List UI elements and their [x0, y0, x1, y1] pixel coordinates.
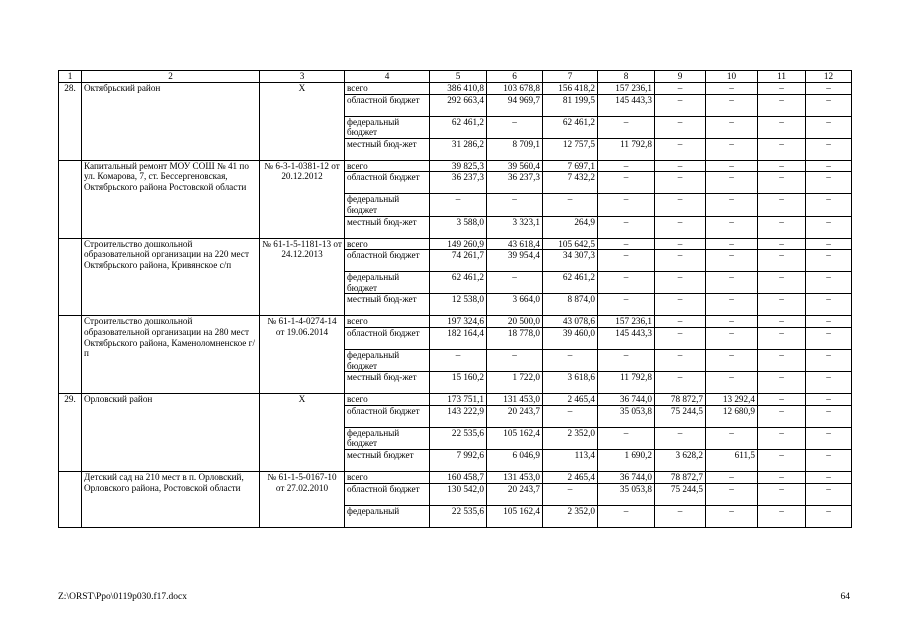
funding-source-cell: областной бюджет: [345, 94, 430, 116]
value-cell: –: [706, 250, 758, 272]
value-cell: –: [806, 427, 852, 449]
value-cell: –: [706, 427, 758, 449]
object-name-cell: Капитальный ремонт МОУ СОШ № 41 по ул. Комарова, 7, ст. Бессергеновская, Октябрьского района Ростовской области: [82, 160, 260, 238]
row-number-cell: [59, 316, 82, 394]
value-cell: –: [758, 160, 806, 172]
header-cell: 9: [655, 71, 706, 83]
value-cell: –: [758, 116, 806, 138]
value-cell: 36 744,0: [598, 394, 655, 406]
value-cell: 7 432,2: [543, 172, 598, 194]
value-cell: 12 757,5: [543, 138, 598, 160]
value-cell: 105 642,5: [543, 238, 598, 250]
funding-source-cell: федеральный бюджет: [345, 427, 430, 449]
value-cell: –: [655, 83, 706, 95]
footer-file-path: Z:\ORST\Ppo\0119p030.f17.docx: [58, 592, 187, 602]
value-cell: –: [706, 172, 758, 194]
value-cell: 62 461,2: [430, 116, 487, 138]
value-cell: 8 709,1: [487, 138, 543, 160]
value-cell: 1 722,0: [487, 372, 543, 394]
value-cell: 12 680,9: [706, 405, 758, 427]
value-cell: –: [758, 194, 806, 216]
value-cell: 145 443,3: [598, 94, 655, 116]
value-cell: 7 697,1: [543, 160, 598, 172]
value-cell: 103 678,8: [487, 83, 543, 95]
value-cell: –: [758, 272, 806, 294]
row-number-cell: [59, 238, 82, 316]
object-name-cell: Строительство дошкольной образовательной организации на 220 мест Октябрьского района, Кривянское с/п: [82, 238, 260, 316]
funding-source-cell: областной бюджет: [345, 250, 430, 272]
value-cell: 43 078,6: [543, 316, 598, 328]
value-cell: –: [598, 238, 655, 250]
value-cell: 149 260,9: [430, 238, 487, 250]
value-cell: –: [806, 272, 852, 294]
value-cell: –: [806, 372, 852, 394]
funding-source-cell: местный бюджет: [345, 449, 430, 471]
value-cell: –: [598, 194, 655, 216]
value-cell: –: [758, 216, 806, 238]
object-name-cell: Строительство дошкольной образовательной организации на 280 мест Октябрьского района, Каменоломненское г/п: [82, 316, 260, 394]
funding-source-cell: местный бюд-жет: [345, 294, 430, 316]
value-cell: 6 046,9: [487, 449, 543, 471]
funding-source-cell: областной бюджет: [345, 327, 430, 349]
funding-source-cell: всего: [345, 471, 430, 483]
value-cell: –: [758, 483, 806, 505]
value-cell: 20 500,0: [487, 316, 543, 328]
value-cell: 7 992,6: [430, 449, 487, 471]
budget-table: [58, 70, 852, 528]
funding-source-cell: всего: [345, 83, 430, 95]
value-cell: 35 053,8: [598, 405, 655, 427]
value-cell: 39 560,4: [487, 160, 543, 172]
value-cell: –: [655, 116, 706, 138]
value-cell: 36 744,0: [598, 471, 655, 483]
object-name-cell: Октябрьский район: [82, 83, 260, 161]
value-cell: –: [598, 427, 655, 449]
value-cell: –: [598, 250, 655, 272]
value-cell: 156 418,2: [543, 83, 598, 95]
value-cell: 39 954,4: [487, 250, 543, 272]
value-cell: 18 778,0: [487, 327, 543, 349]
value-cell: –: [706, 160, 758, 172]
value-cell: –: [758, 349, 806, 371]
value-cell: –: [655, 294, 706, 316]
value-cell: 13 292,4: [706, 394, 758, 406]
value-cell: 43 618,4: [487, 238, 543, 250]
value-cell: –: [706, 327, 758, 349]
value-cell: –: [806, 138, 852, 160]
value-cell: –: [655, 138, 706, 160]
value-cell: –: [806, 194, 852, 216]
value-cell: –: [758, 316, 806, 328]
value-cell: –: [706, 138, 758, 160]
table-row: [59, 160, 852, 172]
value-cell: –: [806, 505, 852, 527]
value-cell: 3 664,0: [487, 294, 543, 316]
value-cell: –: [706, 316, 758, 328]
document-code-cell: X: [260, 394, 345, 472]
value-cell: 157 236,1: [598, 316, 655, 328]
value-cell: –: [806, 94, 852, 116]
object-name-cell: Детский сад на 210 мест в п. Орловский, Орловского района, Ростовской области: [82, 471, 260, 527]
value-cell: –: [758, 250, 806, 272]
value-cell: –: [655, 194, 706, 216]
value-cell: –: [806, 116, 852, 138]
value-cell: –: [655, 349, 706, 371]
value-cell: –: [706, 349, 758, 371]
value-cell: –: [706, 372, 758, 394]
document-code-cell: № 6-3-1-0381-12 от 20.12.2012: [260, 160, 345, 238]
value-cell: 143 222,9: [430, 405, 487, 427]
funding-source-cell: всего: [345, 316, 430, 328]
funding-source-cell: федеральный: [345, 505, 430, 527]
funding-source-cell: областной бюджет: [345, 483, 430, 505]
value-cell: 94 969,7: [487, 94, 543, 116]
value-cell: 75 244,5: [655, 483, 706, 505]
value-cell: –: [487, 116, 543, 138]
header-row: [59, 71, 852, 83]
value-cell: –: [487, 349, 543, 371]
header-cell: 2: [82, 71, 260, 83]
value-cell: –: [758, 294, 806, 316]
header-cell: 6: [487, 71, 543, 83]
header-cell: 4: [345, 71, 430, 83]
value-cell: –: [758, 372, 806, 394]
value-cell: 11 792,8: [598, 138, 655, 160]
value-cell: –: [758, 405, 806, 427]
value-cell: 31 286,2: [430, 138, 487, 160]
value-cell: –: [758, 94, 806, 116]
value-cell: 160 458,7: [430, 471, 487, 483]
value-cell: –: [655, 250, 706, 272]
value-cell: –: [655, 216, 706, 238]
value-cell: –: [430, 349, 487, 371]
value-cell: –: [758, 138, 806, 160]
funding-source-cell: местный бюд-жет: [345, 138, 430, 160]
value-cell: 36 237,3: [430, 172, 487, 194]
value-cell: 197 324,6: [430, 316, 487, 328]
value-cell: –: [655, 327, 706, 349]
value-cell: –: [806, 250, 852, 272]
value-cell: –: [543, 405, 598, 427]
funding-source-cell: всего: [345, 238, 430, 250]
value-cell: –: [758, 327, 806, 349]
value-cell: 36 237,3: [487, 172, 543, 194]
value-cell: –: [706, 216, 758, 238]
value-cell: 62 461,2: [543, 272, 598, 294]
header-cell: 5: [430, 71, 487, 83]
value-cell: –: [706, 94, 758, 116]
value-cell: –: [598, 272, 655, 294]
value-cell: 15 160,2: [430, 372, 487, 394]
value-cell: 3 618,6: [543, 372, 598, 394]
value-cell: –: [655, 427, 706, 449]
row-number-cell: [59, 471, 82, 527]
funding-source-cell: областной бюджет: [345, 172, 430, 194]
value-cell: –: [806, 172, 852, 194]
value-cell: –: [806, 471, 852, 483]
value-cell: –: [806, 216, 852, 238]
value-cell: –: [758, 83, 806, 95]
value-cell: 105 162,4: [487, 505, 543, 527]
funding-source-cell: федеральный бюджет: [345, 194, 430, 216]
value-cell: –: [543, 194, 598, 216]
document-code-cell: № 61-1-5-1181-13 от 24.12.2013: [260, 238, 345, 316]
value-cell: 1 690,2: [598, 449, 655, 471]
table-row: [59, 316, 852, 328]
document-code-cell: № 61-1-5-0167-10 от 27.02.2010: [260, 471, 345, 527]
value-cell: –: [706, 194, 758, 216]
value-cell: –: [706, 83, 758, 95]
value-cell: 75 244,5: [655, 405, 706, 427]
value-cell: –: [806, 316, 852, 328]
funding-source-cell: всего: [345, 160, 430, 172]
value-cell: 8 874,0: [543, 294, 598, 316]
value-cell: –: [655, 238, 706, 250]
value-cell: –: [806, 449, 852, 471]
table-row: [59, 471, 852, 483]
value-cell: 2 465,4: [543, 471, 598, 483]
value-cell: 131 453,0: [487, 471, 543, 483]
value-cell: 145 443,3: [598, 327, 655, 349]
value-cell: –: [806, 483, 852, 505]
value-cell: –: [543, 349, 598, 371]
funding-source-cell: областной бюджет: [345, 405, 430, 427]
header-cell: 7: [543, 71, 598, 83]
funding-source-cell: федеральный бюджет: [345, 116, 430, 138]
value-cell: 173 751,1: [430, 394, 487, 406]
value-cell: –: [806, 160, 852, 172]
value-cell: –: [706, 294, 758, 316]
value-cell: –: [598, 294, 655, 316]
value-cell: –: [598, 160, 655, 172]
value-cell: –: [598, 505, 655, 527]
value-cell: –: [598, 172, 655, 194]
value-cell: –: [706, 238, 758, 250]
table-body: [59, 71, 852, 528]
value-cell: 74 261,7: [430, 250, 487, 272]
value-cell: 78 872,7: [655, 471, 706, 483]
row-number-cell: [59, 160, 82, 238]
value-cell: 611,5: [706, 449, 758, 471]
value-cell: –: [758, 449, 806, 471]
value-cell: 35 053,8: [598, 483, 655, 505]
value-cell: 34 307,3: [543, 250, 598, 272]
value-cell: 3 628,2: [655, 449, 706, 471]
value-cell: 2 352,0: [543, 505, 598, 527]
funding-source-cell: всего: [345, 394, 430, 406]
value-cell: 20 243,7: [487, 483, 543, 505]
value-cell: 20 243,7: [487, 405, 543, 427]
value-cell: 22 535,6: [430, 505, 487, 527]
value-cell: –: [655, 172, 706, 194]
object-name-cell: Орловский район: [82, 394, 260, 472]
value-cell: –: [706, 272, 758, 294]
value-cell: –: [655, 372, 706, 394]
value-cell: 11 792,8: [598, 372, 655, 394]
funding-source-cell: федеральный бюджет: [345, 272, 430, 294]
footer-page-number: 64: [840, 592, 850, 602]
value-cell: 2 465,4: [543, 394, 598, 406]
row-number-cell: 28.: [59, 83, 82, 161]
value-cell: –: [598, 349, 655, 371]
funding-source-cell: местный бюд-жет: [345, 372, 430, 394]
value-cell: –: [758, 172, 806, 194]
header-cell: 10: [706, 71, 758, 83]
header-cell: 3: [260, 71, 345, 83]
value-cell: 81 199,5: [543, 94, 598, 116]
header-cell: 8: [598, 71, 655, 83]
value-cell: 157 236,1: [598, 83, 655, 95]
header-cell: 11: [758, 71, 806, 83]
value-cell: –: [655, 160, 706, 172]
value-cell: 12 538,0: [430, 294, 487, 316]
value-cell: –: [806, 294, 852, 316]
value-cell: 39 460,0: [543, 327, 598, 349]
table-row: [59, 394, 852, 406]
value-cell: –: [758, 238, 806, 250]
value-cell: 62 461,2: [430, 272, 487, 294]
value-cell: –: [706, 483, 758, 505]
value-cell: –: [806, 238, 852, 250]
value-cell: –: [758, 471, 806, 483]
value-cell: –: [706, 471, 758, 483]
value-cell: –: [806, 394, 852, 406]
header-cell: 12: [806, 71, 852, 83]
row-number-cell: 29.: [59, 394, 82, 472]
value-cell: –: [430, 194, 487, 216]
value-cell: 62 461,2: [543, 116, 598, 138]
value-cell: –: [543, 483, 598, 505]
value-cell: –: [598, 116, 655, 138]
value-cell: –: [655, 272, 706, 294]
value-cell: –: [655, 316, 706, 328]
funding-source-cell: федеральный бюджет: [345, 349, 430, 371]
value-cell: 264,9: [543, 216, 598, 238]
value-cell: 292 663,4: [430, 94, 487, 116]
value-cell: –: [806, 349, 852, 371]
value-cell: –: [706, 505, 758, 527]
value-cell: 2 352,0: [543, 427, 598, 449]
value-cell: 182 164,4: [430, 327, 487, 349]
value-cell: –: [706, 116, 758, 138]
value-cell: 78 872,7: [655, 394, 706, 406]
value-cell: –: [806, 327, 852, 349]
value-cell: –: [487, 194, 543, 216]
value-cell: –: [655, 505, 706, 527]
table-row: [59, 238, 852, 250]
value-cell: –: [806, 405, 852, 427]
value-cell: –: [655, 94, 706, 116]
value-cell: 386 410,8: [430, 83, 487, 95]
value-cell: 113,4: [543, 449, 598, 471]
value-cell: 130 542,0: [430, 483, 487, 505]
value-cell: –: [758, 394, 806, 406]
value-cell: –: [487, 272, 543, 294]
value-cell: 105 162,4: [487, 427, 543, 449]
value-cell: 22 535,6: [430, 427, 487, 449]
document-code-cell: № 61-1-4-0274-14 от 19.06.2014: [260, 316, 345, 394]
value-cell: –: [758, 427, 806, 449]
value-cell: –: [806, 83, 852, 95]
header-cell: 1: [59, 71, 82, 83]
value-cell: 39 825,3: [430, 160, 487, 172]
value-cell: 3 588,0: [430, 216, 487, 238]
value-cell: –: [758, 505, 806, 527]
funding-source-cell: местный бюд-жет: [345, 216, 430, 238]
table-row: [59, 83, 852, 95]
value-cell: 131 453,0: [487, 394, 543, 406]
value-cell: –: [598, 216, 655, 238]
value-cell: 3 323,1: [487, 216, 543, 238]
document-code-cell: X: [260, 83, 345, 161]
